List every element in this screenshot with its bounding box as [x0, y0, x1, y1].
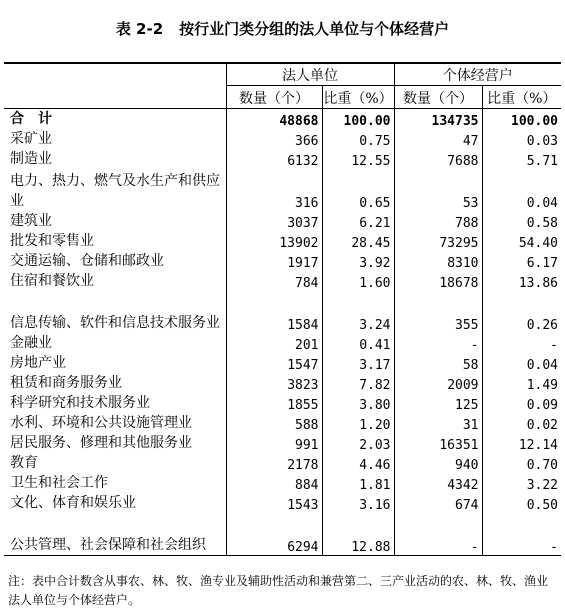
cell-value: 0.70 [482, 453, 561, 473]
cell-value: 2.03 [322, 433, 394, 453]
cell-value: 0.03 [482, 129, 561, 149]
table-row [4, 353, 561, 373]
table-row [4, 393, 561, 413]
col-header-count: 数量（个） [394, 86, 482, 109]
cell-value: 0.41 [322, 333, 394, 353]
table-caption: 按行业门类分组的法人单位与个体经营户 [179, 20, 450, 38]
cell-value: 366 [226, 129, 322, 149]
row-label: 卫生和社会工作 [10, 475, 108, 491]
table-row [4, 169, 561, 211]
cell-value: 7.82 [322, 373, 394, 393]
table-row [4, 433, 561, 453]
table-row [4, 413, 561, 433]
cell-value: 0.50 [482, 493, 561, 513]
col-header-share: 比重（%） [322, 86, 394, 109]
table-row [4, 333, 561, 353]
row-label: 制造业 [10, 151, 52, 167]
table-row [4, 493, 561, 513]
cell-value: 134735 [394, 109, 482, 130]
cell-value: 7688 [394, 149, 482, 169]
cell-value: 13902 [226, 231, 322, 251]
cell-value: 1917 [226, 251, 322, 271]
cell-value: 788 [394, 211, 482, 231]
cell-value: - [394, 513, 482, 556]
data-table [4, 62, 561, 556]
cell-value: 6.17 [482, 251, 561, 271]
col-header-count: 数量（个） [226, 86, 322, 109]
cell-value: 53 [394, 169, 482, 211]
cell-value: 6.21 [322, 211, 394, 231]
cell-value: 0.04 [482, 169, 561, 211]
cell-value: 3.24 [322, 291, 394, 333]
table-row [4, 453, 561, 473]
row-label: 居民服务、修理和其他服务业 [10, 435, 192, 451]
table-row [4, 291, 561, 333]
row-label: 采矿业 [10, 131, 52, 147]
cell-value: 588 [226, 413, 322, 433]
cell-value: 28.45 [322, 231, 394, 251]
cell-value: 0.58 [482, 211, 561, 231]
row-label: 合 计 [10, 111, 52, 127]
cell-value: 12.88 [322, 513, 394, 556]
cell-value: 3.17 [322, 353, 394, 373]
group-header-row [4, 63, 561, 86]
cell-value: 73295 [394, 231, 482, 251]
cell-value: 2178 [226, 453, 322, 473]
cell-value: - [482, 333, 561, 353]
cell-value: 4.46 [322, 453, 394, 473]
row-label: 电力、热力、燃气及水生产和供应业 [10, 173, 220, 209]
cell-value: - [394, 333, 482, 353]
table-row [4, 211, 561, 231]
cell-value: 1855 [226, 393, 322, 413]
cell-value: 100.00 [322, 109, 394, 130]
cell-value: 48868 [226, 109, 322, 130]
row-label: 住宿和餐饮业 [10, 273, 94, 289]
row-label: 文化、体育和娱乐业 [10, 495, 136, 511]
cell-value: 0.04 [482, 353, 561, 373]
cell-value: 201 [226, 333, 322, 353]
cell-value: 1584 [226, 291, 322, 333]
cell-value: 1.81 [322, 473, 394, 493]
stub-header-blank [4, 86, 226, 109]
row-label: 建筑业 [10, 213, 52, 229]
table-row [4, 231, 561, 251]
cell-value: 1.20 [322, 413, 394, 433]
table-footnote: 注：表中合计数含从事农、林、牧、渔专业及辅助性活动和兼营第二、三产业活动的农、林、牧、渔业法人单位与个体经营户。 [8, 574, 549, 607]
col-header-share: 比重（%） [482, 86, 561, 109]
table-row [4, 271, 561, 291]
total-row [4, 109, 561, 130]
cell-value: 1543 [226, 493, 322, 513]
cell-value: 1.60 [322, 271, 394, 291]
cell-value: 58 [394, 353, 482, 373]
cell-value: 6132 [226, 149, 322, 169]
cell-value: 316 [226, 169, 322, 211]
cell-value: 13.86 [482, 271, 561, 291]
cell-value: 355 [394, 291, 482, 333]
cell-value: 674 [394, 493, 482, 513]
row-label: 教育 [10, 455, 38, 471]
row-label: 公共管理、社会保障和社会组织 [4, 513, 226, 556]
row-label: 租赁和商务服务业 [10, 375, 122, 391]
row-label: 交通运输、仓储和邮政业 [10, 253, 164, 269]
cell-value: 16351 [394, 433, 482, 453]
cell-value: 125 [394, 393, 482, 413]
cell-value: 5.71 [482, 149, 561, 169]
cell-value: 12.14 [482, 433, 561, 453]
row-label: 科学研究和技术服务业 [10, 395, 150, 411]
cell-value: 12.55 [322, 149, 394, 169]
cell-value: 3037 [226, 211, 322, 231]
cell-value: 3823 [226, 373, 322, 393]
stub-header [4, 63, 226, 86]
cell-value: 1.49 [482, 373, 561, 393]
cell-value: 8310 [394, 251, 482, 271]
table-row [4, 373, 561, 393]
cell-value: 3.80 [322, 393, 394, 413]
table-title [0, 18, 565, 39]
table-row [4, 473, 561, 493]
cell-value: 31 [394, 413, 482, 433]
cell-value: 991 [226, 433, 322, 453]
row-label: 批发和零售业 [10, 233, 94, 249]
cell-value: 100.00 [482, 109, 561, 130]
cell-value: 940 [394, 453, 482, 473]
cell-value: 0.02 [482, 413, 561, 433]
row-label: 房地产业 [10, 355, 66, 371]
cell-value: 0.65 [322, 169, 394, 211]
cell-value: 3.92 [322, 251, 394, 271]
table-row [4, 129, 561, 149]
cell-value: 54.40 [482, 231, 561, 251]
cell-value: 0.75 [322, 129, 394, 149]
table-row [4, 149, 561, 169]
group-header-legal-entities: 法人单位 [226, 63, 394, 86]
table-row [4, 251, 561, 271]
cell-value: 0.26 [482, 291, 561, 333]
cell-value: 6294 [226, 513, 322, 556]
cell-value: 0.09 [482, 393, 561, 413]
cell-value: 18678 [394, 271, 482, 291]
row-label: 信息传输、软件和信息技术服务业 [10, 315, 220, 331]
row-label: 水利、环境和公共设施管理业 [10, 415, 192, 431]
cell-value: 3.16 [322, 493, 394, 513]
cell-value: 1547 [226, 353, 322, 373]
cell-value: - [482, 513, 561, 556]
cell-value: 3.22 [482, 473, 561, 493]
cell-value: 884 [226, 473, 322, 493]
cell-value: 784 [226, 271, 322, 291]
row-label: 金融业 [10, 335, 52, 351]
cell-value: 2009 [394, 373, 482, 393]
cell-value: 4342 [394, 473, 482, 493]
group-header-individual-businesses: 个体经营户 [394, 63, 561, 86]
table-row [4, 513, 561, 556]
cell-value: 47 [394, 129, 482, 149]
sub-header-row [4, 86, 561, 109]
table-number: 表 2-2 [115, 20, 164, 38]
